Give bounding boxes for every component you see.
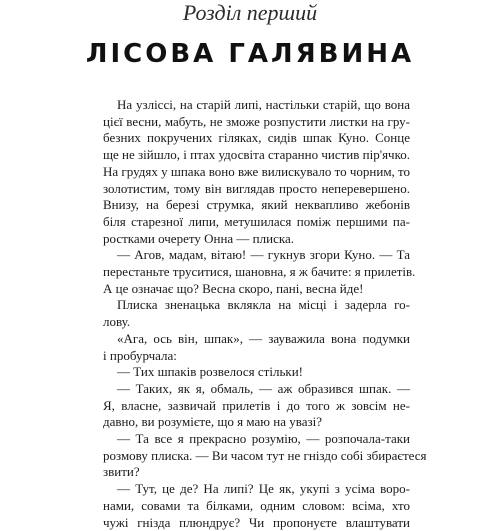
text-line: Внизу, на березі струмка, який неквапливо жебонів xyxy=(103,197,410,213)
chapter-text xyxy=(103,97,427,531)
text-line: Я, власне, зазвичай прилетів і до того ж зовсім не- xyxy=(103,397,410,413)
text-line: Плиска зненацька вклякла на місці і задерла го- xyxy=(117,297,410,313)
text-line: і пробурчала: xyxy=(103,347,177,363)
text-line: — Тут, це де? На липі? Це як, укупі з усіма воро- xyxy=(117,481,410,497)
text-line: нами, совами та білками, одним словом: всіма, хто xyxy=(103,497,410,513)
text-line: лову. xyxy=(103,314,131,330)
text-line: — Агов, мадам, вітаю! — гукнув згори Куно. — Та xyxy=(117,247,410,263)
text-line: чужі гнізда плюндрує? Чи пропонуєте влаштувати xyxy=(103,514,410,530)
text-line: На узліссі, на старій липі, настільки старій, що вона xyxy=(117,97,410,112)
text-line: ростками очерету Онна — плиска. xyxy=(103,230,294,246)
text-line: розмову плиска. — Ви часом тут не гніздо собі збираєтеся xyxy=(103,447,427,463)
text-line: — Таких, як я, обмаль, — аж образився шпак. — xyxy=(117,380,410,396)
text-line: біля старезної липи, метушилася поміж першими па- xyxy=(103,213,410,229)
text-line: — Та все я прекрасно розумію, — розпочала-таки xyxy=(117,431,410,447)
text-line: золотистим, тому він виглядав просто неперевершено. xyxy=(103,180,410,196)
chapter-title: ЛІСОВА ГАЛЯВИНА xyxy=(85,39,415,69)
text-line: перестаньте труситися, шановна, я ж бачите: я прилетів. xyxy=(103,264,416,280)
text-line: ще не зійшло, і птах удосвіта старанно чистив пір'ячко. xyxy=(103,147,410,163)
text-line: цієї весни, мабуть, не зможе розпустити листки на гру- xyxy=(103,113,410,129)
chapter-label: Розділ перший xyxy=(182,0,318,25)
text-line: — Тих шпаків розвелося стільки! xyxy=(117,364,303,380)
text-line: звити? xyxy=(103,464,140,480)
text-line: давно, ви розумієте, що я маю на увазі? xyxy=(103,414,322,430)
text-line: А це означає що? Весна скоро, пані, весна йде! xyxy=(103,280,364,296)
text-line: «Ага, ось він, шпак», — зауважила вона подумки xyxy=(117,330,410,346)
text-line: безних покручених гіляках, сидів шпак Куно. Сонце xyxy=(103,130,410,146)
text-line: На грудях у шпака воно вже вилискувало то чорним, то xyxy=(103,163,411,179)
